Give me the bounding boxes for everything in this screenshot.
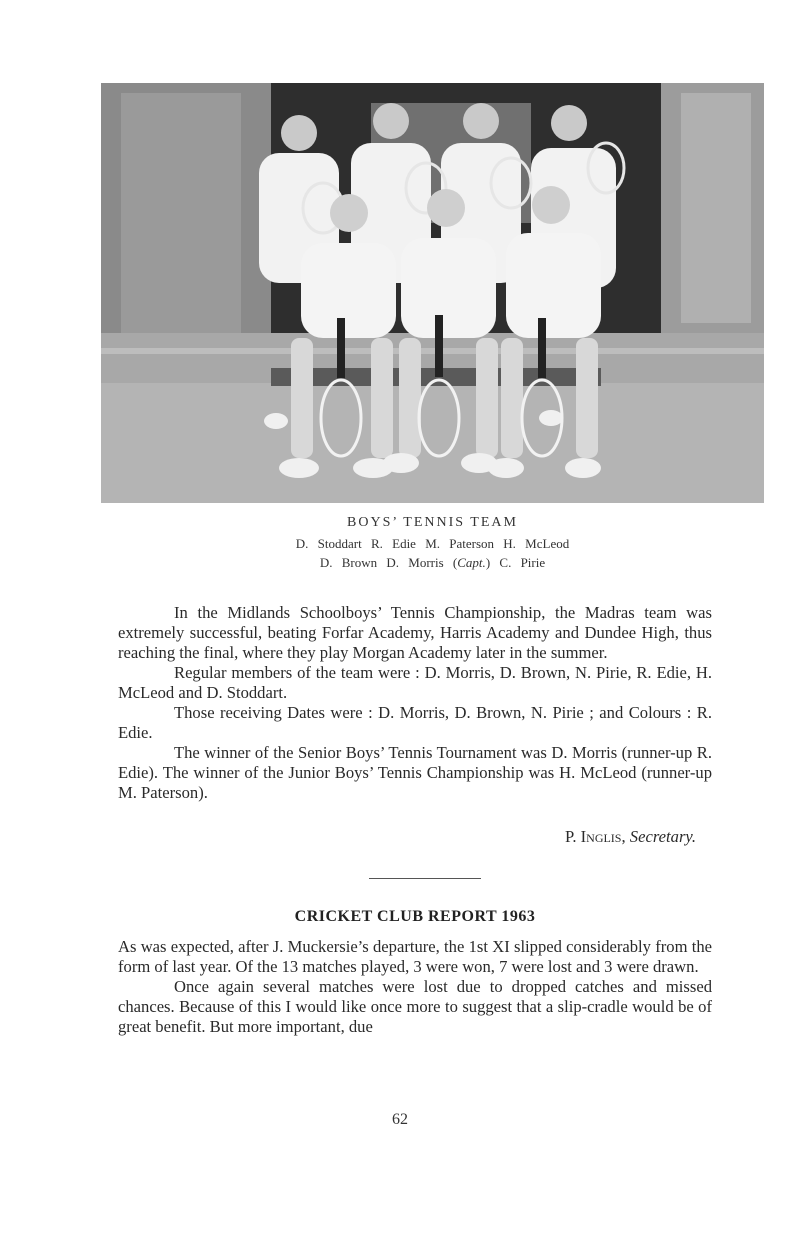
caption-row2-part-b: ) C. Pirie [485, 555, 546, 570]
photo-caption-names-row-2 [101, 555, 764, 571]
tennis-paragraph-3: Those receiving Dates were : D. Morris, D. Brown, N. Pirie ; and Colours : R. Edie. [118, 703, 712, 742]
caption-row2-part-a: D. Brown D. Morris ( [319, 555, 458, 570]
signature-role: Secretary. [629, 827, 696, 846]
cricket-paragraph-2: Once again several matches were lost due to dropped catches and missed chances. Because of this I would like once more to suggest that a slip-cradle would be of great benefit. But more important, due [118, 977, 712, 1036]
photo-caption-title: BOYS’ TENNIS TEAM [347, 515, 518, 530]
team-photo-illustration [101, 83, 764, 503]
tennis-paragraph-2: Regular members of the team were : D. Morris, D. Brown, N. Pirie, R. Edie, H. McLeod and D. Stoddart. [118, 663, 712, 702]
tennis-paragraph-4: The winner of the Senior Boys’ Tennis Tournament was D. Morris (runner-up R. Edie). The winner of the Junior Boys’ Tennis Championship was H. McLeod (runner-up M. Paterson). [118, 743, 712, 802]
captain-abbreviation: Capt. [457, 555, 486, 570]
cricket-paragraph-1: As was expected, after J. Muckersie’s departure, the 1st XI slipped considerably from the form of last year. Of the 13 matches played, 3 were won, 7 were lost and 3 were drawn. [118, 937, 712, 976]
team-photo [101, 83, 764, 503]
tennis-report [118, 603, 712, 803]
photo-caption-names-row-1: D. Stoddart R. Edie M. Paterson H. McLeod [295, 536, 570, 551]
page-number: 62 [392, 1111, 408, 1128]
tennis-paragraph-1: In the Midlands Schoolboys’ Tennis Championship, the Madras team was extremely successful, beating Forfar Academy, Harris Academy and Dundee High, thus reaching the final, where they play Morgan Academy later in the summer. [118, 603, 712, 662]
cricket-report [118, 937, 712, 1037]
signature-name: P. Inglis, [564, 827, 626, 846]
tennis-signature [118, 827, 696, 847]
cricket-heading: CRICKET CLUB REPORT 1963 [294, 908, 536, 925]
section-divider [369, 878, 481, 879]
